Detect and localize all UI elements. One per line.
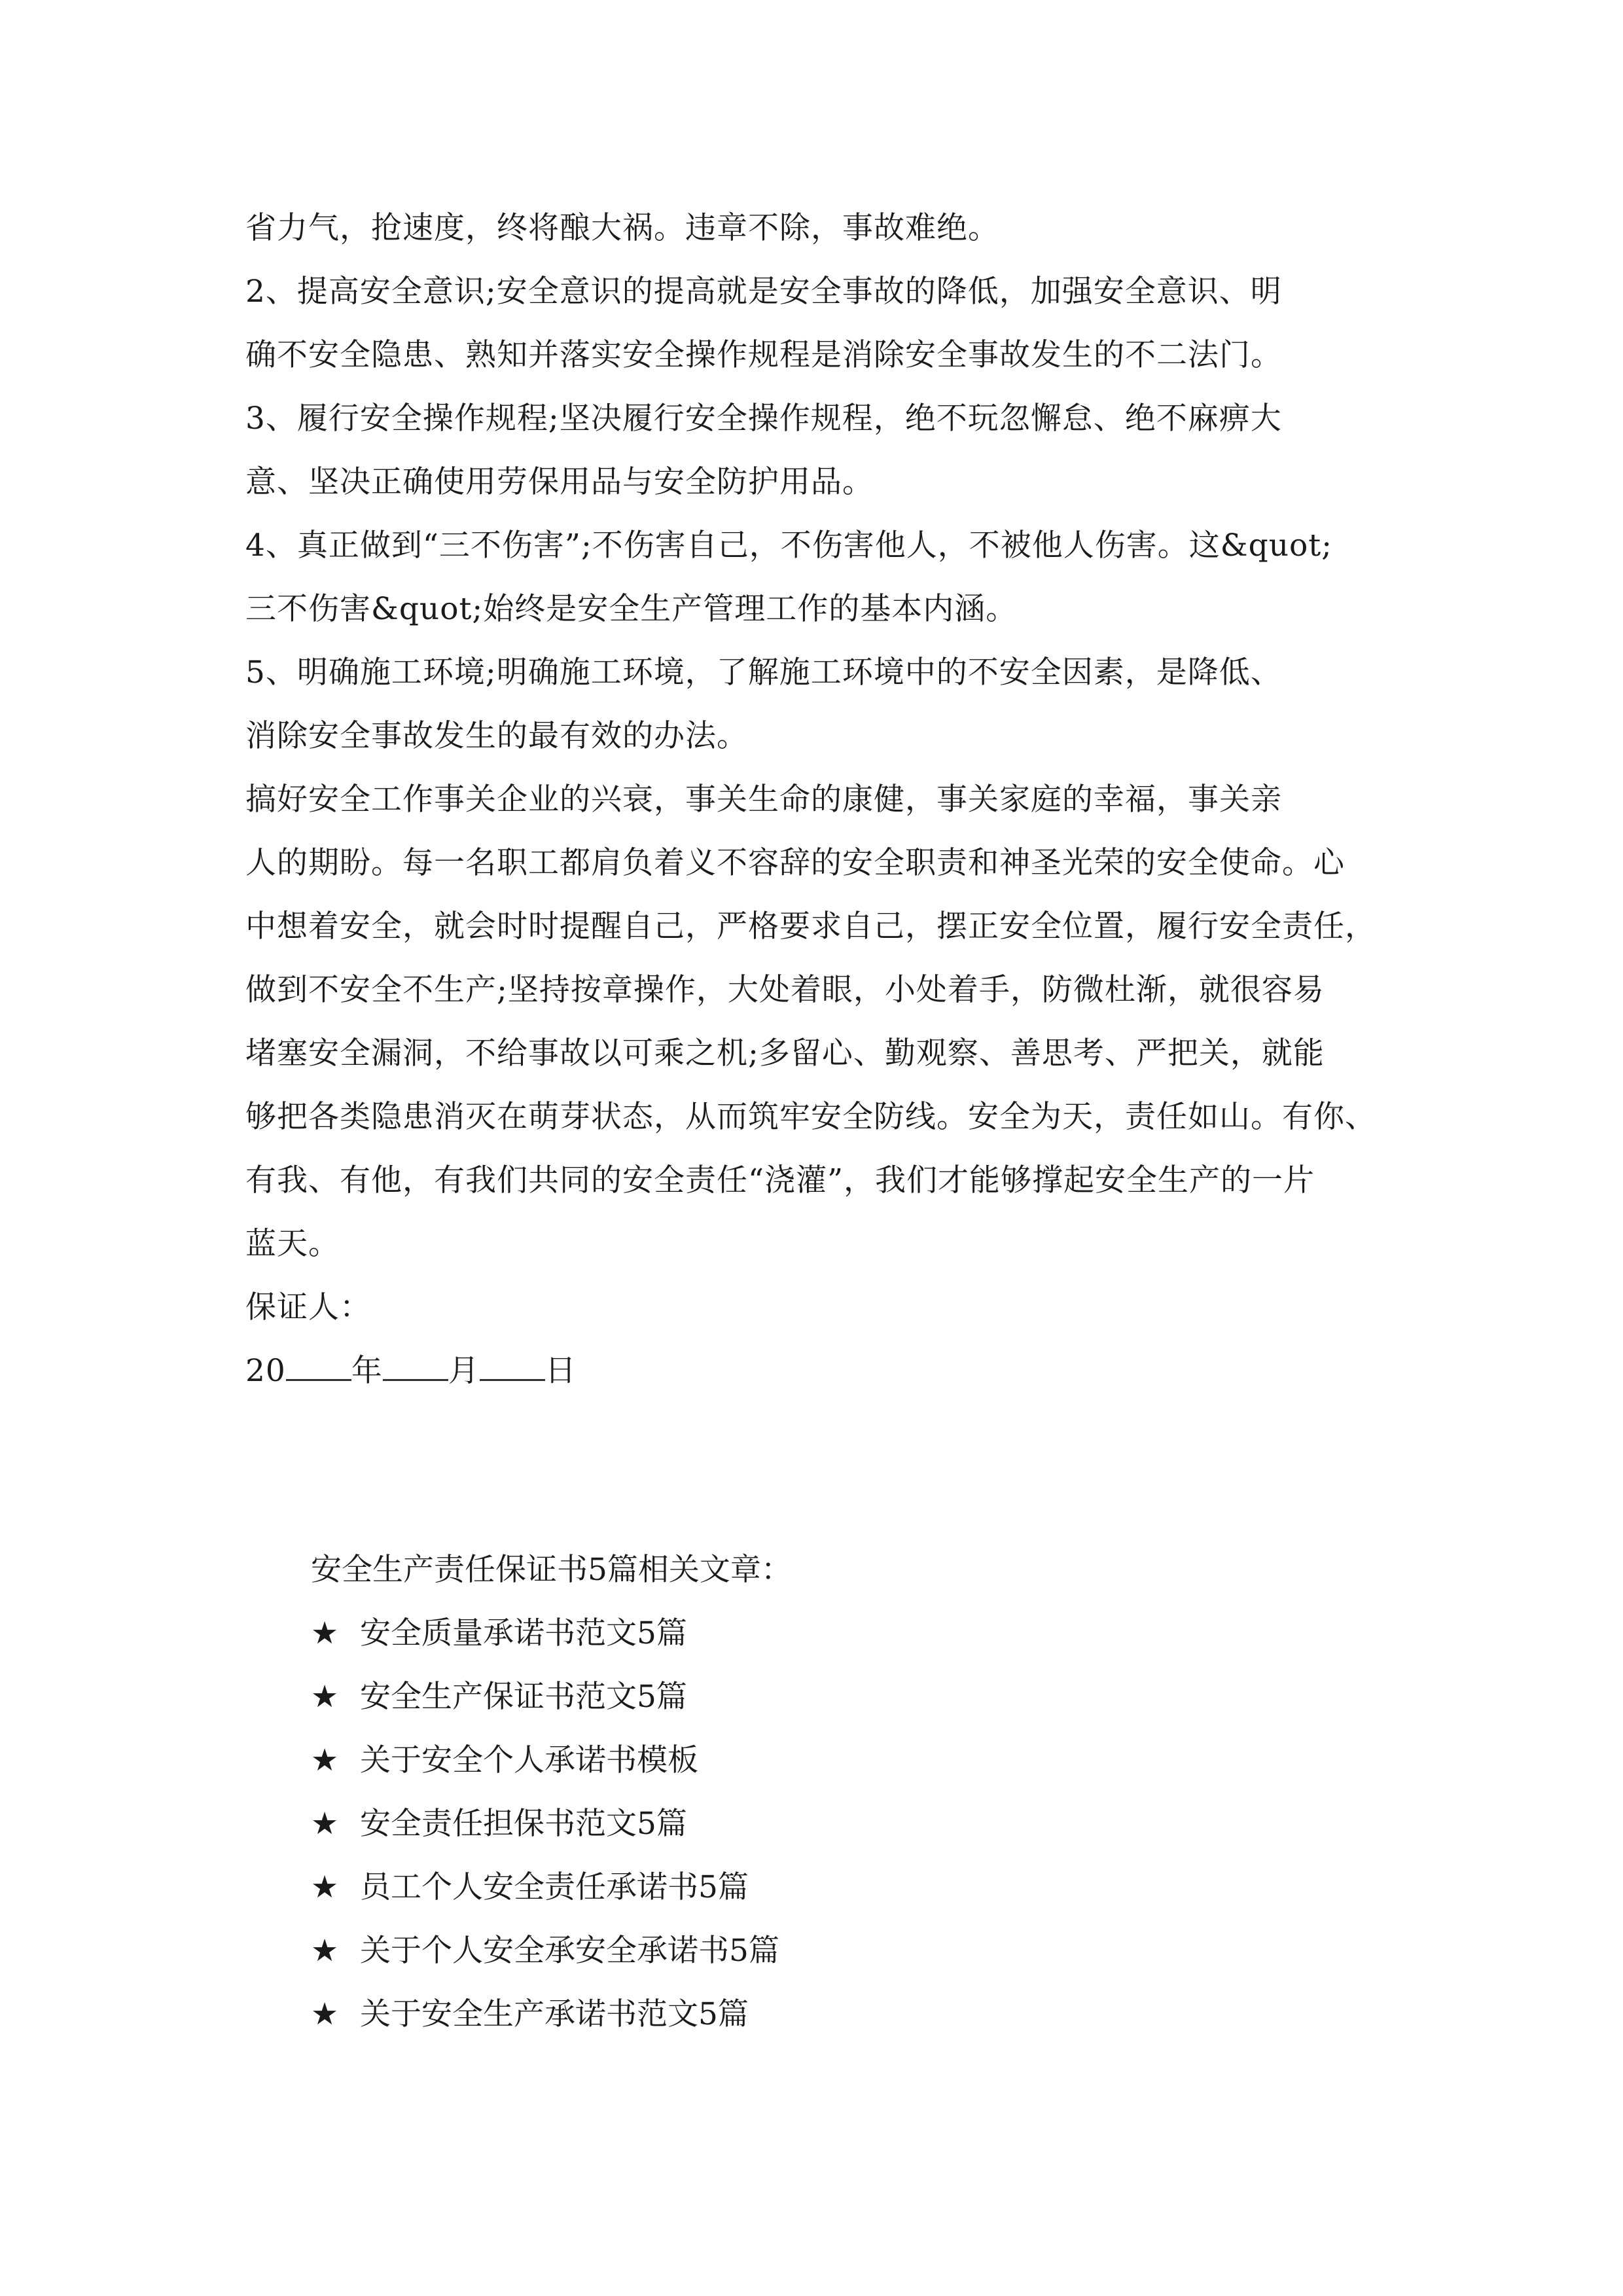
related-article-item[interactable] bbox=[311, 1792, 779, 1856]
related-article-link[interactable]: 关于安全生产承诺书范文5篇 bbox=[360, 1996, 749, 2032]
paragraph-line: 3、履行安全操作规程;坚决履行安全操作规程，绝不玩忽懈怠、绝不麻痹大 bbox=[245, 401, 1282, 437]
star-icon: ★ bbox=[311, 1933, 339, 1969]
paragraph-line: 人的期盼。每一名职工都肩负着义不容辞的安全职责和神圣光荣的安全使命。心 bbox=[245, 845, 1345, 881]
related-article-item[interactable] bbox=[311, 1729, 779, 1792]
date-day-label: 日 bbox=[544, 1353, 577, 1389]
paragraph-line: 确不安全隐患、熟知并落实安全操作规程是消除安全事故发生的不二法门。 bbox=[245, 337, 1282, 373]
related-article-link[interactable]: 关于安全个人承诺书模板 bbox=[360, 1742, 698, 1778]
star-icon: ★ bbox=[311, 1742, 339, 1778]
related-article-item[interactable] bbox=[311, 1919, 779, 1982]
paragraph-line: 三不伤害&quot;始终是安全生产管理工作的基本内涵。 bbox=[245, 591, 1018, 627]
related-article-link[interactable]: 安全责任担保书范文5篇 bbox=[360, 1806, 687, 1842]
date-line bbox=[245, 1339, 1397, 1403]
star-icon: ★ bbox=[311, 1806, 339, 1842]
paragraph-line: 消除安全事故发生的最有效的办法。 bbox=[245, 718, 748, 754]
star-icon: ★ bbox=[311, 1869, 339, 1905]
star-icon: ★ bbox=[311, 1679, 339, 1715]
related-article-item[interactable] bbox=[311, 1665, 779, 1729]
paragraph-line: 搞好安全工作事关企业的兴衰，事关生命的康健，事关家庭的幸福，事关亲 bbox=[245, 781, 1282, 817]
body-text bbox=[245, 196, 1397, 1403]
date-prefix: 20 bbox=[245, 1353, 286, 1389]
day-blank bbox=[480, 1355, 545, 1381]
paragraph-line: 中想着安全，就会时时提醒自己，严格要求自己，摆正安全位置，履行安全责任， bbox=[245, 908, 1376, 944]
signature-label: 保证人： bbox=[245, 1289, 371, 1325]
related-article-item[interactable] bbox=[311, 1982, 779, 2046]
related-article-link[interactable]: 员工个人安全责任承诺书5篇 bbox=[360, 1869, 749, 1905]
paragraph-line: 蓝天。 bbox=[245, 1226, 340, 1262]
related-article-item[interactable] bbox=[311, 1602, 779, 1665]
related-article-link[interactable]: 关于个人安全承安全承诺书5篇 bbox=[360, 1933, 779, 1969]
paragraph-line: 省力气，抢速度，终将酿大祸。违章不除，事故难绝。 bbox=[245, 210, 999, 246]
paragraph-line: 堵塞安全漏洞，不给事故以可乘之机;多留心、勤观察、善思考、严把关，就能 bbox=[245, 1035, 1325, 1071]
related-article-link[interactable]: 安全生产保证书范文5篇 bbox=[360, 1679, 687, 1715]
date-year-label: 年 bbox=[351, 1353, 383, 1389]
related-article-link[interactable]: 安全质量承诺书范文5篇 bbox=[360, 1615, 687, 1651]
paragraph-line: 够把各类隐患消灭在萌芽状态，从而筑牢安全防线。安全为天，责任如山。有你、 bbox=[245, 1099, 1376, 1135]
star-icon: ★ bbox=[311, 1615, 339, 1651]
paragraph-line: 有我、有他，有我们共同的安全责任“浇灌”，我们才能够撑起安全生产的一片 bbox=[245, 1162, 1315, 1198]
star-icon: ★ bbox=[311, 1996, 339, 2032]
year-blank bbox=[286, 1355, 351, 1381]
paragraph-line: 2、提高安全意识;安全意识的提高就是安全事故的降低，加强安全意识、明 bbox=[245, 274, 1282, 310]
related-articles-list bbox=[311, 1602, 779, 2046]
related-articles-title: 安全生产责任保证书5篇相关文章： bbox=[311, 1552, 792, 1588]
date-month-label: 月 bbox=[448, 1353, 480, 1389]
paragraph-line: 5、明确施工环境;明确施工环境，了解施工环境中的不安全因素，是降低、 bbox=[245, 655, 1282, 691]
paragraph-line: 做到不安全不生产;坚持按章操作，大处着眼，小处着手，防微杜渐，就很容易 bbox=[245, 972, 1325, 1008]
paragraph-line: 意、坚决正确使用劳保用品与安全防护用品。 bbox=[245, 464, 874, 500]
month-blank bbox=[383, 1355, 448, 1381]
paragraph-line: 4、真正做到“三不伤害”;不伤害自己，不伤害他人，不被他人伤害。这&quot; bbox=[245, 528, 1333, 564]
related-article-item[interactable] bbox=[311, 1856, 779, 1919]
